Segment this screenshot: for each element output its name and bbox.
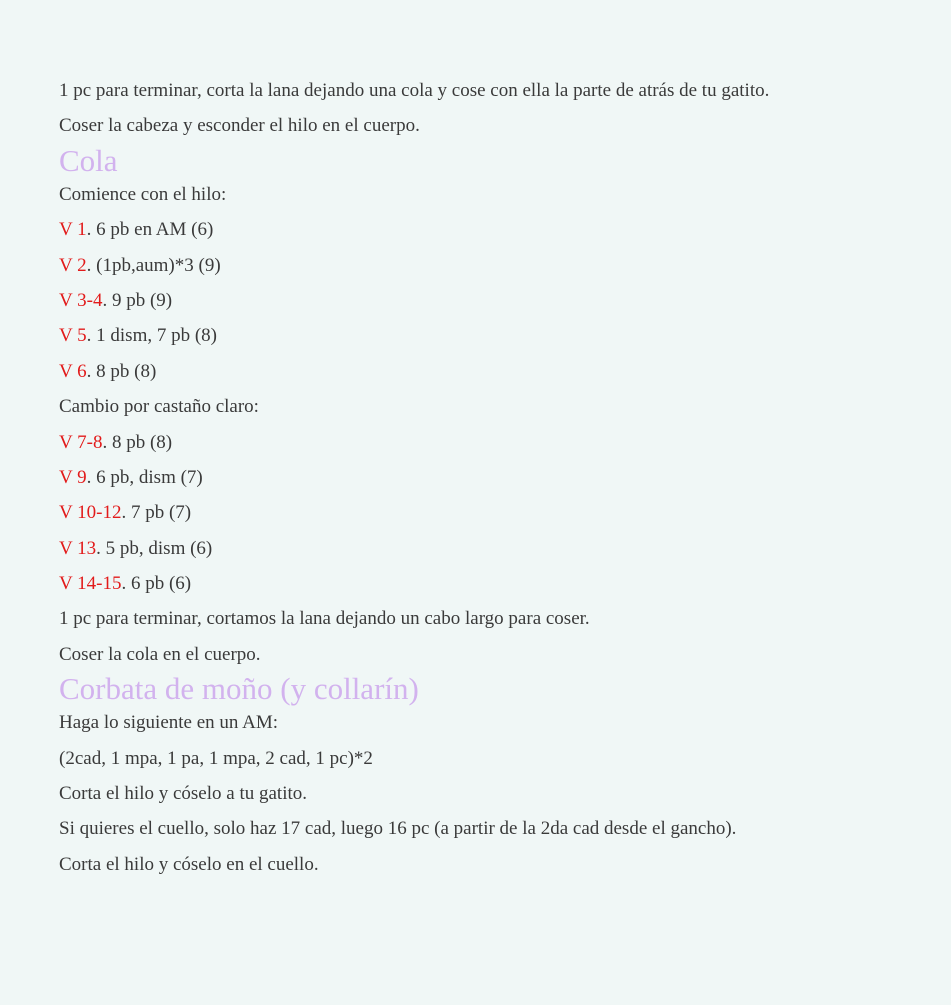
instruction-text: . 1 dism, 7 pb (8) [86, 325, 217, 347]
instruction-line [59, 776, 929, 811]
instruction-line [59, 601, 929, 636]
round-instruction [59, 460, 929, 495]
round-label: V 7-8 [59, 431, 103, 453]
instruction-text: 1 pc para terminar, cortamos la lana dejando un cabo largo para coser. [59, 608, 590, 630]
instruction-text: . 5 pb, dism (6) [96, 537, 213, 559]
round-instruction [59, 495, 929, 530]
instruction-text: . 8 pb (8) [102, 431, 173, 453]
round-instruction [59, 248, 929, 283]
instruction-line [59, 847, 929, 882]
round-instruction [59, 531, 929, 566]
instruction-text: . 6 pb en AM (6) [86, 219, 214, 241]
instruction-text: Cambio por castaño claro: [59, 396, 259, 418]
round-label: V 5 [59, 325, 87, 347]
round-instruction [59, 425, 929, 460]
round-label: V 1 [59, 219, 87, 241]
instruction-text: Haga lo siguiente en un AM: [59, 712, 278, 734]
instruction-text: . 6 pb, dism (7) [86, 466, 203, 488]
round-instruction [59, 566, 929, 601]
round-instruction [59, 212, 929, 247]
round-label: V 10-12 [59, 502, 122, 524]
instruction-line [59, 637, 929, 672]
instruction-line [59, 705, 929, 740]
round-label: V 3-4 [59, 289, 103, 311]
instruction-text: Si quieres el cuello, solo haz 17 cad, luego 16 pc (a partir de la 2da cad desde el gancho). [59, 818, 737, 840]
instruction-line [59, 177, 929, 212]
instruction-line [59, 811, 929, 846]
instruction-text: Corta el hilo y cóselo en el cuello. [59, 853, 319, 875]
round-instruction [59, 283, 929, 318]
pattern-content [59, 73, 929, 882]
intro-line: Coser la cabeza y esconder el hilo en el cuerpo. [59, 115, 420, 137]
instruction-text: . (1pb,aum)*3 (9) [86, 254, 221, 276]
round-label: V 6 [59, 360, 87, 382]
section-heading: Cola [59, 142, 118, 178]
round-label: V 13 [59, 537, 97, 559]
instruction-text: . 7 pb (7) [121, 502, 192, 524]
instruction-text: Corta el hilo y cóselo a tu gatito. [59, 783, 308, 805]
sections [59, 144, 929, 882]
instruction-text: . 6 pb (6) [121, 573, 192, 595]
instruction-line [59, 741, 929, 776]
section-heading: Corbata de moño (y collarín) [59, 671, 419, 707]
round-label: V 2 [59, 254, 87, 276]
round-instruction [59, 354, 929, 389]
instruction-text: (2cad, 1 mpa, 1 pa, 1 mpa, 2 cad, 1 pc)*2 [59, 747, 373, 769]
intro-line: 1 pc para terminar, corta la lana dejando una cola y cose con ella la parte de atrás de tu gatito. [59, 80, 770, 101]
round-label: V 14-15 [59, 573, 122, 595]
round-instruction [59, 318, 929, 353]
instruction-text: Comience con el hilo: [59, 183, 227, 205]
instruction-text: . 8 pb (8) [86, 360, 157, 382]
instruction-text: Coser la cola en el cuerpo. [59, 643, 261, 665]
round-label: V 9 [59, 466, 87, 488]
instruction-line [59, 389, 929, 424]
instruction-text: . 9 pb (9) [102, 289, 173, 311]
